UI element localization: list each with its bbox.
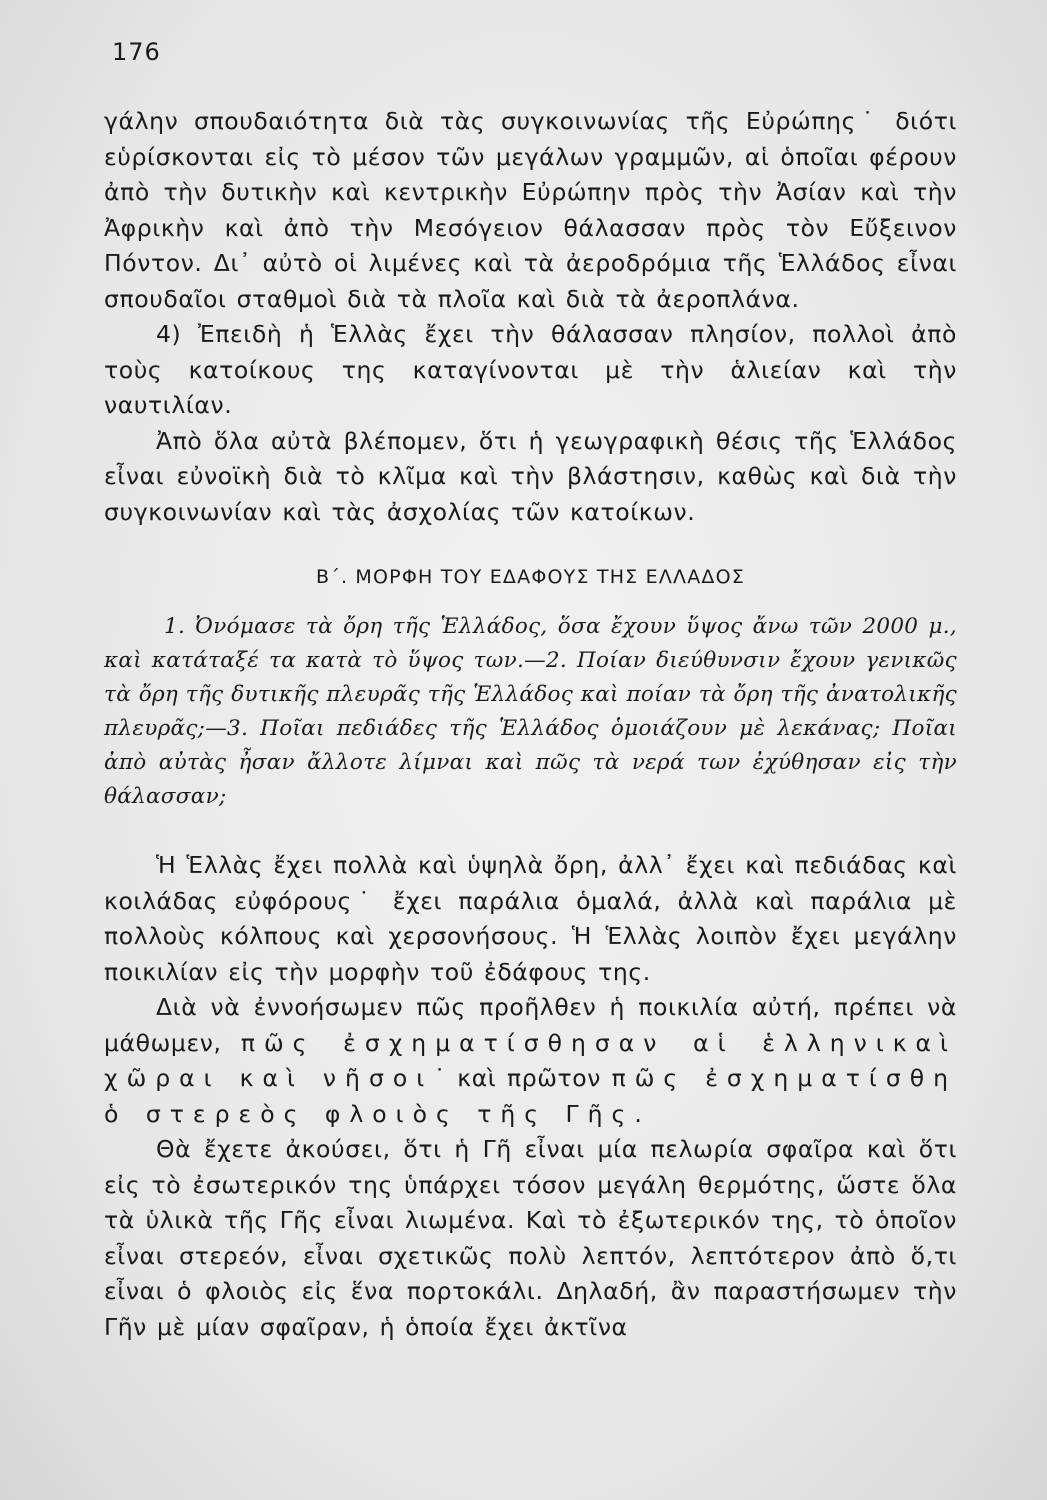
paragraph-conclusion: Ἀπὸ ὅλα αὐτὰ βλέπομεν, ὅτι ἡ γεωγραφικὴ θέσις τῆς Ἑλλάδος εἶναι εὐνοϊκὴ διὰ τὸ κλῖμα καὶ τὴν βλάστησιν, καθὼς καὶ διὰ τὴν συγκοινωνίαν καὶ τὰς ἀσχολίας τῶν κατοίκων. [104,426,957,526]
paragraph-relief: Ἡ Ἑλλὰς ἔχει πολλὰ καὶ ὑψηλὰ ὄρη, ἀλλ᾽ ἔχει καὶ πεδιάδας καὶ κοιλάδας εὐφόρους˙ ἔχει παράλια ὁμαλά, ἀλλὰ καὶ παράλια μὲ πολλοὺς κόλπους καὶ χερσονήσους. Ἡ Ἑλλὰς λοιπὸν ἔχει μεγάλην ποικιλίαν εἰς τὴν μορφὴν τοῦ ἐδάφους της. [104,851,957,986]
understand-end: . [634,1099,643,1128]
page-number: 176 [112,38,161,66]
section-heading: Β΄. ΜΟΡΦΗ ΤΟΥ ΕΔΑΦΟΥΣ ΤΗΣ ΕΛΛΑΔΟΣ [316,566,745,588]
paragraph-earth: Θὰ ἔχετε ἀκούσει, ὅτι ἡ Γῆ εἶναι μία πελωρία σφαῖρα καὶ ὅτι εἰς τὸ ἐσωτερικόν της ὑπάρχει τόσον μεγάλη θερμότης, ὥστε ὅλα τὰ ὑλικὰ τῆς Γῆς εἶναι λιωμένα. Καὶ τὸ ἐξωτερικόν της, τὸ ὁποῖον εἶναι στερεόν, εἶναι σχετικῶς πολὺ λεπτόν, λεπτότερον ἀπὸ ὅ,τι εἶναι ὁ φλοιὸς εἰς ἕνα πορτοκάλι. Δηλαδή, ἂν παραστήσωμεν τὴν Γῆν μὲ μίαν σφαῖραν, ἡ ὁποία ἔχει ἀκτῖνα [104,1135,957,1341]
paragraph-understand [104,990,957,1132]
paragraph-communications: γάλην σπουδαιότητα διὰ τὰς συγκοινωνίας τῆς Εὐρώπης˙ διότι εὑρίσκονται εἰς τὸ μέσον τῶν μεγάλων γραμμῶν, αἱ ὁποῖαι φέρουν ἀπὸ τὴν δυτικὴν καὶ κεντρικὴν Εὐρώπην πρὸς τὴν Ἀσίαν καὶ τὴν Ἀφρικὴν καὶ ἀπὸ τὴν Μεσόγειον θάλασσαν πρὸς τὸν Εὔξεινον Πόντον. Δι᾽ αὐτὸ οἱ λιμένες καὶ τὰ ἀεροδρόμια τῆς Ἑλλάδος εἶναι σπουδαῖοι σταθμοὶ διὰ τὰ πλοῖα καὶ διὰ τὰ ἀεροπλάνα. [104,107,957,313]
paragraph-fishing: 4) Ἐπειδὴ ἡ Ἑλλὰς ἔχει τὴν θάλασσαν πλησίον, πολλοὶ ἀπὸ τοὺς κατοίκους της καταγίνονται μὲ τὴν ἁλιείαν καὶ τὴν ναυτιλίαν. [104,320,957,419]
understand-intro: Διὰ νὰ ἐννοήσωμεν πῶς προῆλθεν ἡ ποικιλία αὐτή, πρέπει νὰ μάθωμεν, [104,993,957,1057]
exercise-questions: 1. Ὀνόμασε τὰ ὄρη τῆς Ἑλλάδος, ὅσα ἔχουν ὕψος ἄνω τῶν 2000 μ., καὶ κατάταξέ τα κατὰ τὸ ὕψος των.—2. Ποίαν διεύθυνσιν ἔχουν γενικῶς τὰ ὄρη τῆς δυτικῆς πλευρᾶς τῆς Ἑλλάδος καὶ ποίαν τὰ ὄρη τῆς ἀνατολικῆς πλευρᾶς;—3. Ποῖαι πεδιάδες τῆς Ἑλλάδος ὁμοιάζουν μὲ λεκάνας; Ποῖαι ἀπὸ αὐτὰς ἦσαν ἄλλοτε λίμναι καὶ πῶς τὰ νερά των ἐχύθησαν εἰς τὴν θάλασσαν; [104,614,957,809]
understand-middle: ˙ καὶ πρῶτον [433,1064,601,1092]
spaced-emphasis-crust: πῶς ἐσχηματίσθη ὁ στερεὸς φλοιὸς τῆς Γῆς [104,1064,957,1128]
spaced-emphasis-lands: πῶς ἐσχηματίσθησαν αἱ ἑλληνικαὶ χῶραι καὶ νῆσοι [104,1028,957,1092]
